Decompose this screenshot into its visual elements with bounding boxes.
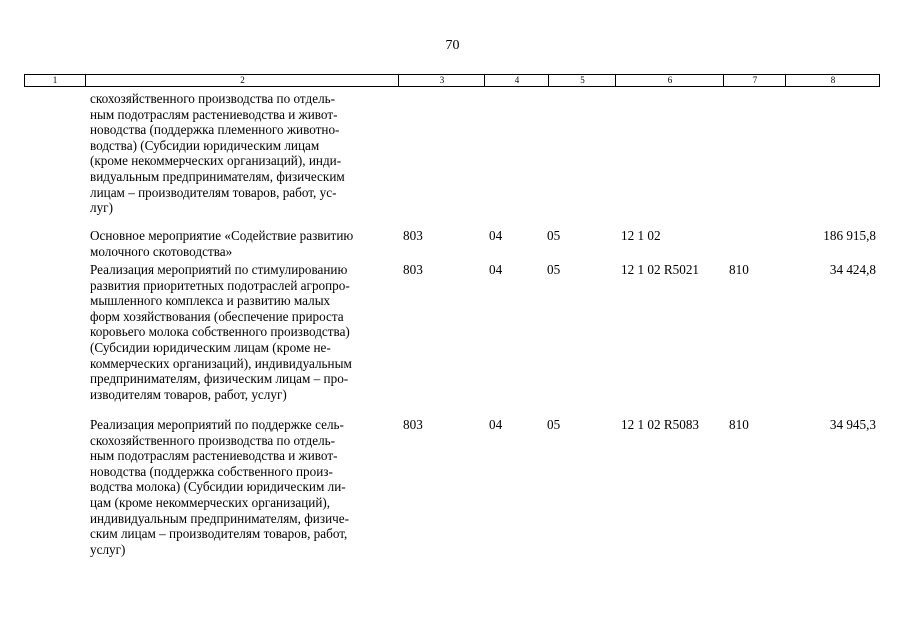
column-header-5: 5: [548, 75, 616, 86]
row-code-col5: 05: [547, 262, 561, 277]
row-code-col3: 803: [403, 262, 423, 277]
column-header-2: 2: [85, 75, 399, 86]
column-header-7: 7: [723, 75, 786, 86]
row-code-col4: 04: [489, 228, 503, 243]
row-code-col7: 810: [729, 417, 749, 432]
column-header-6: 6: [615, 75, 724, 86]
table-header: [24, 74, 880, 87]
row-amount: 34 424,8: [829, 262, 876, 277]
row-description: скохозяйственного производства по отдель- ным подотраслям растениеводства и живот- новодства (поддержка племенного животно- водства) (Субсидии юридическим лицам (кроме некоммерческих организаций), инди- видуальным предпринимателям, физическим лицам – производителям товаров, работ, ус- луг): [90, 91, 345, 216]
row-code-col7: 810: [729, 262, 749, 277]
row-description: Основное мероприятие «Содействие развитию молочного скотоводства»: [90, 228, 354, 259]
row-amount: 186 915,8: [823, 228, 876, 243]
row-amount: 34 945,3: [829, 417, 876, 432]
column-header-1: 1: [52, 75, 58, 85]
row-code-col6: 12 1 02: [621, 228, 661, 243]
column-header-8: 8: [785, 75, 880, 86]
row-code-col6: 12 1 02 R5083: [621, 417, 700, 432]
row-code-col4: 04: [489, 262, 503, 277]
row-code-col3: 803: [403, 417, 423, 432]
column-header-4: 4: [484, 75, 549, 86]
row-code-col4: 04: [489, 417, 503, 432]
column-header-3: 3: [398, 75, 485, 86]
row-code-col5: 05: [547, 417, 561, 432]
row-code-col3: 803: [403, 228, 423, 243]
row-description: Реализация мероприятий по поддержке сель- скохозяйственного производства по отдель- ным подотраслям растениеводства и живот- новодства (поддержка собственного произ- водства молока) (Субсидии юридическим ли- цам (кроме некоммерческих организаций), индивидуальным предпринимателям, физиче- ским лицам – производителям товаров, работ, услуг): [90, 417, 349, 557]
page-number: 70: [445, 38, 460, 53]
row-code-col6: 12 1 02 R5021: [621, 262, 700, 277]
row-code-col5: 05: [547, 228, 561, 243]
row-description: Реализация мероприятий по стимулированию развития приоритетных подотраслей агропро- мышленного комплекса и развитию малых форм хозяйствования (обеспечение прироста коровьего молока собственного производства) (Субсидии юридическим лицам (кроме не- коммерческих организаций), индивидуальным предпринимателям, физическим лицам – про- изводителям товаров, работ, услуг): [90, 262, 352, 402]
